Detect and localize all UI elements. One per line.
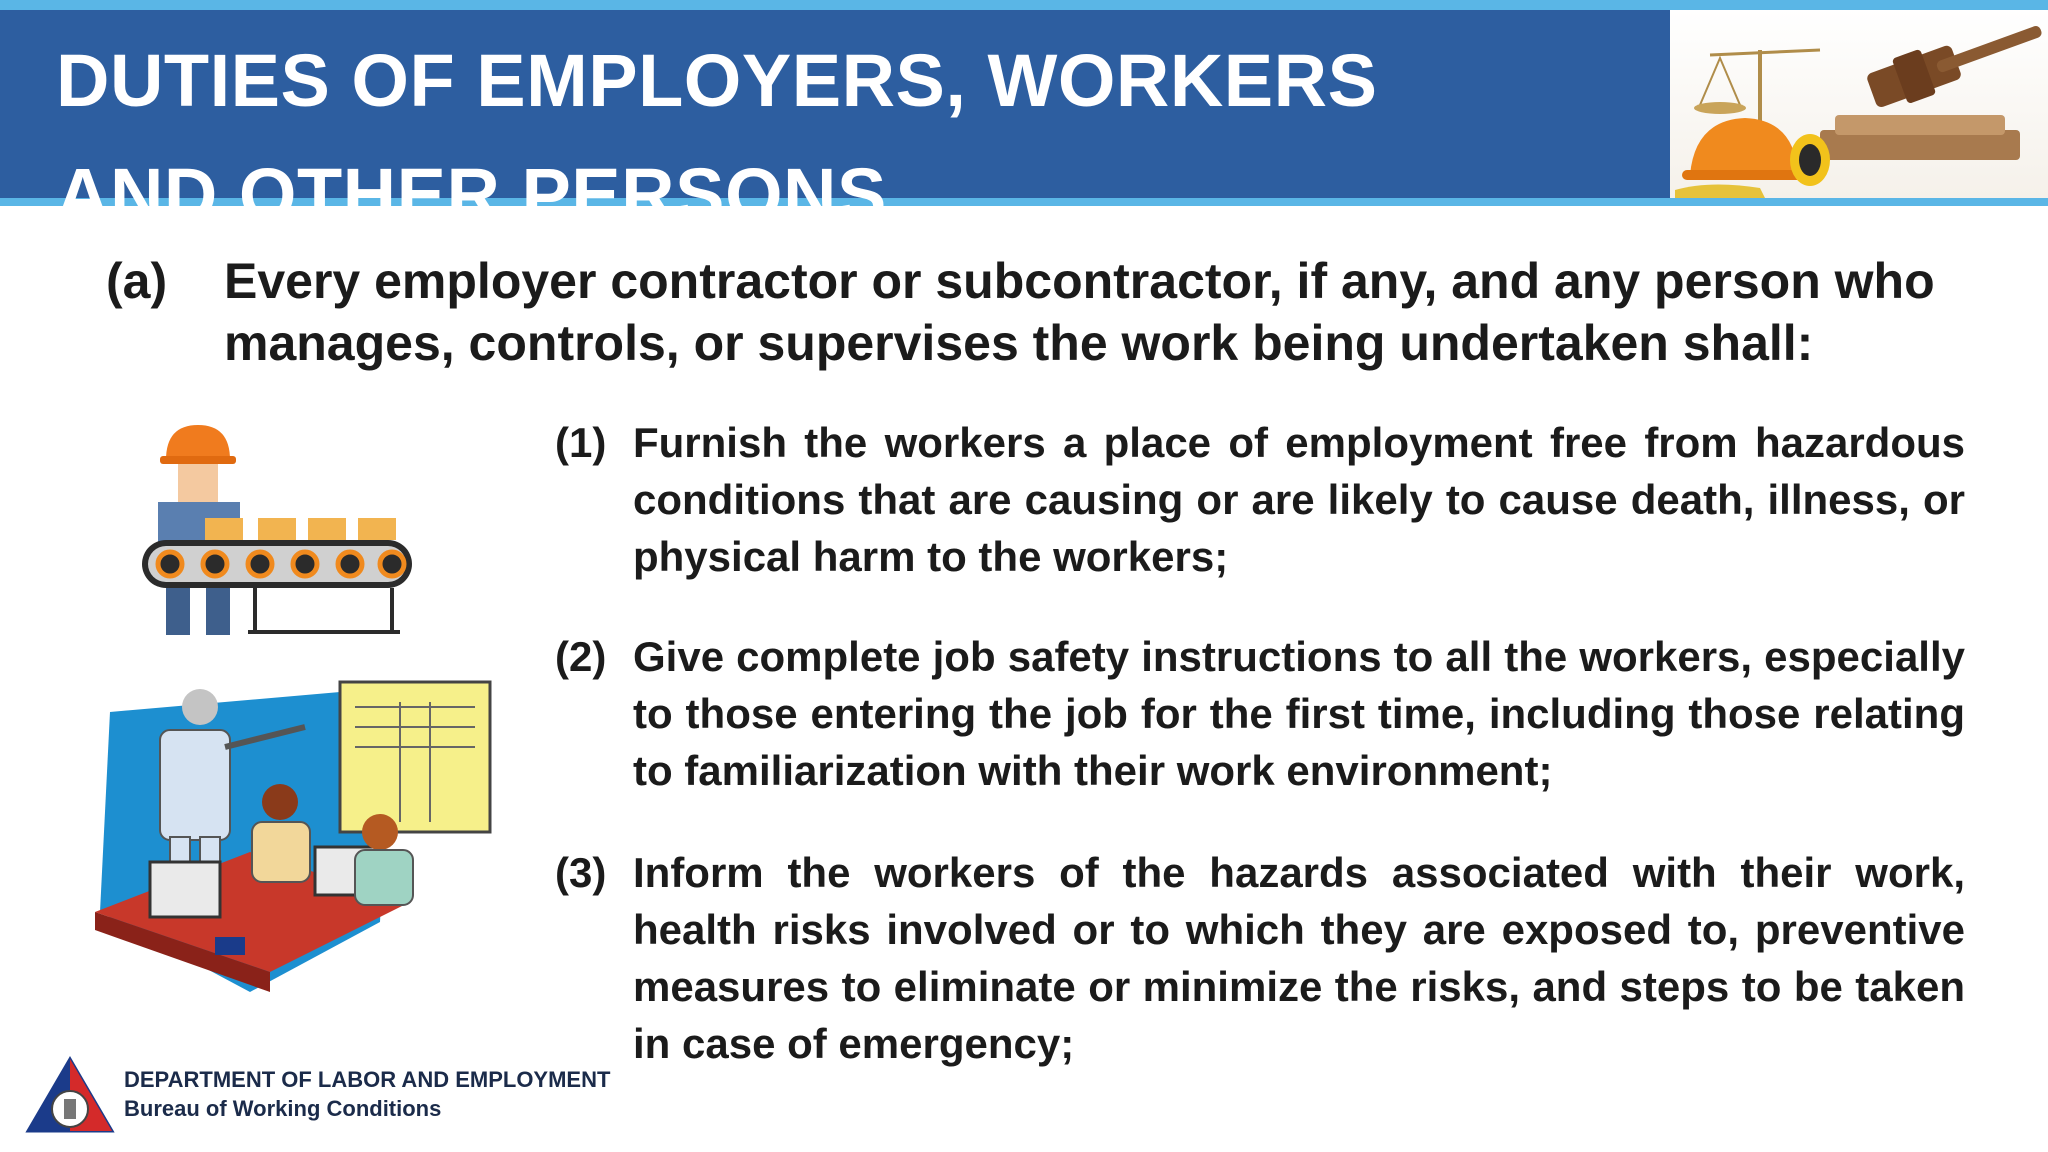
footer-department: DEPARTMENT OF LABOR AND EMPLOYMENT: [124, 1067, 611, 1092]
scales-gavel-helmet-icon: [1670, 10, 2048, 206]
dole-logo-icon: [24, 1055, 116, 1135]
page-title: [56, 24, 1377, 252]
item-marker: (3): [555, 849, 607, 896]
item-text: Give complete job safety instructions to all the workers, especially to those entering the job for the first time, including those relating to familiarization with their work environment;: [633, 633, 1965, 794]
title-banner: [0, 10, 1670, 236]
top-accent-line: [0, 0, 2048, 10]
title-line-2: AND OTHER PERSONS: [56, 153, 887, 236]
office-training-icon: [90, 672, 505, 1002]
item-marker: (1): [555, 419, 607, 466]
conveyor-worker-icon: [130, 420, 430, 640]
item-text: Inform the workers of the hazards associated with their work, health risks involved or to which they are exposed to, preventive measures to eliminate or minimize the risks, and steps to be taken in case of emergency;: [633, 849, 1965, 1067]
title-line-1: DUTIES OF EMPLOYERS, WORKERS: [56, 39, 1378, 122]
footer-bureau: Bureau of Working Conditions: [124, 1096, 442, 1121]
item-text: Furnish the workers a place of employment free from hazardous conditions that are causing or are likely to cause death, illness, or physical harm to the workers;: [633, 419, 1965, 580]
footer-branding: [24, 1055, 624, 1135]
item-marker: (2): [555, 633, 607, 680]
intro-text: Every employer contractor or subcontractor, if any, and any person who manages, controls, or supervises the work being undertaken shall:: [224, 253, 1935, 371]
intro-marker: (a): [106, 253, 168, 309]
